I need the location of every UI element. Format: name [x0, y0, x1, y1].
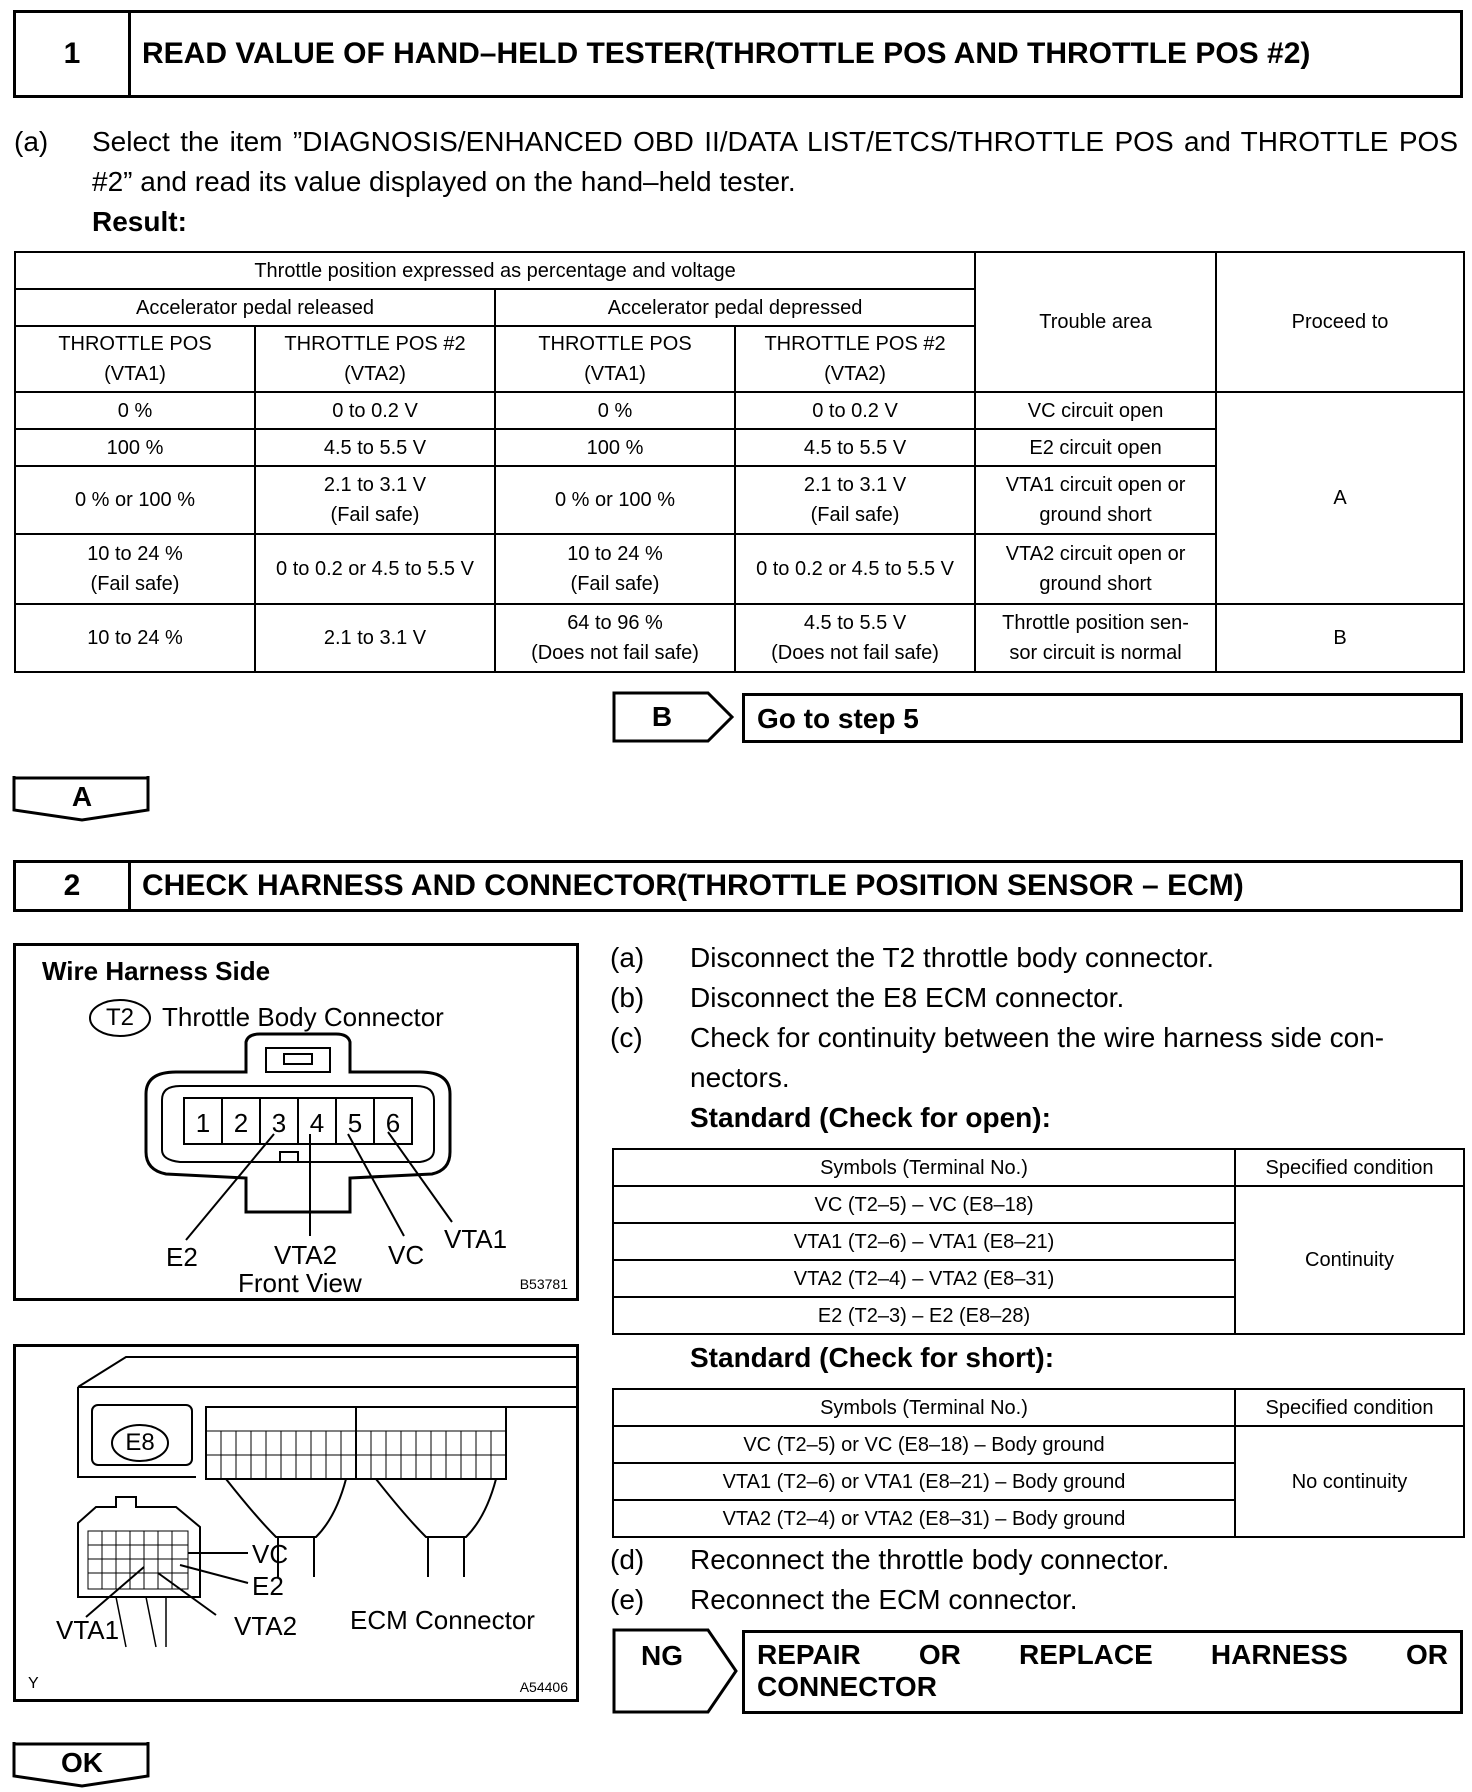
- step1-item-a-text: Select the item ”DIAGNOSIS/ENHANCED OBD II/DATA LIST/ETCS/THROTTLE POS and THROTTLE POS #2” and read its value displayed on the hand–held tester.: [92, 126, 1458, 197]
- label-e2: E2: [166, 1242, 198, 1272]
- table-cell: E2 (T2–3) – E2 (E8–28): [613, 1297, 1235, 1334]
- table-cell: [15, 534, 255, 604]
- result-b-text: Go to step 5: [757, 703, 919, 734]
- table-row: [613, 1426, 1464, 1463]
- proceed-a-cell: A: [1216, 392, 1464, 604]
- col-header-line: THROTTLE POS: [58, 333, 212, 355]
- pin-1: 1: [195, 1108, 211, 1138]
- table-cell: VTA1 (T2–6) or VTA1 (E8–21) – Body ground: [613, 1463, 1235, 1500]
- pin-4: 4: [309, 1108, 325, 1138]
- table-cell: [975, 534, 1216, 604]
- cell-line: Throttle position sen-: [1002, 612, 1189, 634]
- ng-box: [742, 1630, 1463, 1714]
- cell-line: (Fail safe): [810, 504, 900, 526]
- pin-5: 5: [347, 1108, 363, 1138]
- pin-3: 3: [271, 1108, 287, 1138]
- ecm-caption: ECM Connector: [350, 1605, 535, 1635]
- cell-line: 10 to 24 %: [567, 543, 663, 565]
- cell-line: VTA2 circuit open or: [1005, 543, 1186, 565]
- col-header-line: THROTTLE POS: [538, 333, 692, 355]
- ecm-label-vta2: VTA2: [234, 1611, 298, 1641]
- cell-line: (Fail safe): [90, 573, 180, 595]
- ecm-connector-figure: [13, 1344, 579, 1702]
- cell-line: (Fail safe): [570, 573, 660, 595]
- ecm-label-vta1: VTA1: [56, 1615, 120, 1645]
- ecm-mark-y: Y: [28, 1675, 39, 1692]
- table-cell: [255, 466, 495, 534]
- table-cell: E2 circuit open: [975, 429, 1216, 466]
- released-header: Accelerator pedal released: [15, 289, 495, 326]
- connector-latch: [266, 1048, 330, 1072]
- step2-item-a-text: Disconnect the T2 throttle body connector.: [690, 942, 1215, 973]
- open-check-table: [612, 1148, 1465, 1335]
- step2-item-c-label: (c): [610, 1022, 643, 1053]
- table-cell: VC circuit open: [975, 392, 1216, 429]
- table-row: [15, 604, 1464, 672]
- table-cell: VTA2 (T2–4) or VTA2 (E8–31) – Body ground: [613, 1500, 1235, 1537]
- table-cell: [975, 466, 1216, 534]
- table-cell: 10 to 24 %: [15, 604, 255, 672]
- label-vta2: VTA2: [274, 1240, 338, 1270]
- cell-line: 2.1 to 3.1 V: [323, 474, 427, 496]
- open-h2: Specified condition: [1235, 1149, 1464, 1186]
- step2-item-c-cont: nectors.: [690, 1062, 790, 1093]
- cell-line: sor circuit is normal: [1009, 642, 1182, 664]
- col-header-line: (VTA2): [824, 363, 886, 385]
- cell-line: 64 to 96 %: [567, 612, 663, 634]
- fig1-title: Wire Harness Side: [42, 956, 271, 986]
- table-row: [613, 1186, 1464, 1223]
- table-cell: 2.1 to 3.1 V: [255, 604, 495, 672]
- cell-line: ground short: [1039, 504, 1152, 526]
- cell-line: ground short: [1039, 573, 1152, 595]
- ecm-label-vc: VC: [252, 1539, 289, 1569]
- step2-item-c-text: Check for continuity between the wire harness side con-: [690, 1022, 1385, 1053]
- group-header: Throttle position expressed as percentage and voltage: [15, 252, 975, 289]
- pin-6: 6: [385, 1108, 401, 1138]
- depressed-header: Accelerator pedal depressed: [495, 289, 975, 326]
- table-cell: 0 % or 100 %: [495, 466, 735, 534]
- short-h1: Symbols (Terminal No.): [613, 1389, 1235, 1426]
- ng-text-line1: REPAIR OR REPLACE HARNESS OR: [757, 1639, 1448, 1670]
- std-open-label: Standard (Check for open):: [690, 1102, 1051, 1133]
- e8-badge: E8: [125, 1429, 155, 1456]
- ng-text-line2: CONNECTOR: [757, 1671, 937, 1702]
- result-b-label: B: [651, 701, 673, 732]
- step2-number: 2: [16, 863, 131, 909]
- table-row: [15, 392, 1464, 429]
- proceed-b-cell: B: [1216, 604, 1464, 672]
- short-h2: Specified condition: [1235, 1389, 1464, 1426]
- col-header-vta2: [735, 326, 975, 392]
- ng-label: NG: [641, 1640, 683, 1671]
- result-label: Result:: [92, 206, 187, 237]
- step2-item-b-label: (b): [610, 982, 645, 1013]
- col-header-line: THROTTLE POS #2: [284, 333, 466, 355]
- step1-title: READ VALUE OF HAND–HELD TESTER(THROTTLE POS AND THROTTLE POS #2): [142, 37, 1311, 70]
- col-header-vta2: [255, 326, 495, 392]
- step1-number: 1: [16, 13, 131, 95]
- step2-item-e-label: (e): [610, 1584, 645, 1615]
- table-cell: 0 to 0.2 V: [255, 392, 495, 429]
- table-cell: 0 % or 100 %: [15, 466, 255, 534]
- table-cell: 0 to 0.2 or 4.5 to 5.5 V: [735, 534, 975, 604]
- label-vta1: VTA1: [444, 1224, 508, 1254]
- ok-label: OK: [61, 1747, 103, 1778]
- cell-line: (Fail safe): [330, 504, 420, 526]
- step1-header: [13, 10, 1463, 98]
- open-h1: Symbols (Terminal No.): [613, 1149, 1235, 1186]
- table-cell: 100 %: [495, 429, 735, 466]
- ecm-loose-connector: [78, 1497, 200, 1597]
- col-header-line: (VTA2): [344, 363, 406, 385]
- t2-badge: T2: [105, 1004, 134, 1031]
- short-condition: No continuity: [1235, 1426, 1464, 1537]
- step2-item-d-text: Reconnect the throttle body connector.: [690, 1544, 1170, 1575]
- table-cell: VTA1 (T2–6) – VTA1 (E8–21): [613, 1223, 1235, 1260]
- step2-title: CHECK HARNESS AND CONNECTOR(THROTTLE POSITION SENSOR – ECM): [142, 869, 1244, 902]
- cell-line: 10 to 24 %: [87, 543, 183, 565]
- table-cell: VC (T2–5) or VC (E8–18) – Body ground: [613, 1426, 1235, 1463]
- table-cell: 100 %: [15, 429, 255, 466]
- label-vc: VC: [388, 1240, 425, 1270]
- step2-item-a-label: (a): [610, 942, 645, 973]
- step1-item-a-label: (a): [14, 126, 49, 157]
- front-view-label: Front View: [238, 1268, 362, 1298]
- table-cell: 0 %: [495, 392, 735, 429]
- step2-item-e-text: Reconnect the ECM connector.: [690, 1584, 1078, 1615]
- ecm-connector-drawing: [16, 1347, 576, 1699]
- table-cell: 4.5 to 5.5 V: [735, 429, 975, 466]
- result-b-box: [742, 693, 1463, 743]
- step2-item-b-text: Disconnect the E8 ECM connector.: [690, 982, 1125, 1013]
- table-cell: [495, 604, 735, 672]
- col-header-line: (VTA1): [104, 363, 166, 385]
- cell-line: 4.5 to 5.5 V: [803, 612, 907, 634]
- cell-line: (Does not fail safe): [531, 642, 699, 664]
- fig1-code: B53781: [519, 1276, 568, 1292]
- table-cell: VTA2 (T2–4) – VTA2 (E8–31): [613, 1260, 1235, 1297]
- pin-2: 2: [233, 1108, 249, 1138]
- col-header-line: (VTA1): [584, 363, 646, 385]
- result-table: [14, 251, 1465, 673]
- table-cell: [495, 534, 735, 604]
- table-cell: 0 to 0.2 V: [735, 392, 975, 429]
- fig2-code: A54406: [519, 1679, 568, 1695]
- step2-header: [13, 860, 1463, 912]
- short-check-table: [612, 1388, 1465, 1538]
- step2-item-d-label: (d): [610, 1544, 645, 1575]
- table-cell: 0 %: [15, 392, 255, 429]
- cell-line: 2.1 to 3.1 V: [803, 474, 907, 496]
- table-cell: [735, 604, 975, 672]
- table-cell: 0 to 0.2 or 4.5 to 5.5 V: [255, 534, 495, 604]
- table-cell: [735, 466, 975, 534]
- table-cell: 4.5 to 5.5 V: [255, 429, 495, 466]
- proceed-header: Proceed to: [1216, 252, 1464, 392]
- col-header-vta1: [15, 326, 255, 392]
- open-condition: Continuity: [1235, 1186, 1464, 1334]
- col-header-line: THROTTLE POS #2: [764, 333, 946, 355]
- table-cell: VC (T2–5) – VC (E8–18): [613, 1186, 1235, 1223]
- cell-line: VTA1 circuit open or: [1005, 474, 1186, 496]
- ecm-label-e2: E2: [252, 1571, 284, 1601]
- std-short-label: Standard (Check for short):: [690, 1342, 1055, 1373]
- table-cell: [975, 604, 1216, 672]
- throttle-connector-figure: [13, 943, 579, 1301]
- cell-line: (Does not fail safe): [771, 642, 939, 664]
- trouble-header: Trouble area: [975, 252, 1216, 392]
- next-a-label: A: [71, 781, 93, 812]
- fig1-connector-name: Throttle Body Connector: [162, 1002, 444, 1032]
- col-header-vta1: [495, 326, 735, 392]
